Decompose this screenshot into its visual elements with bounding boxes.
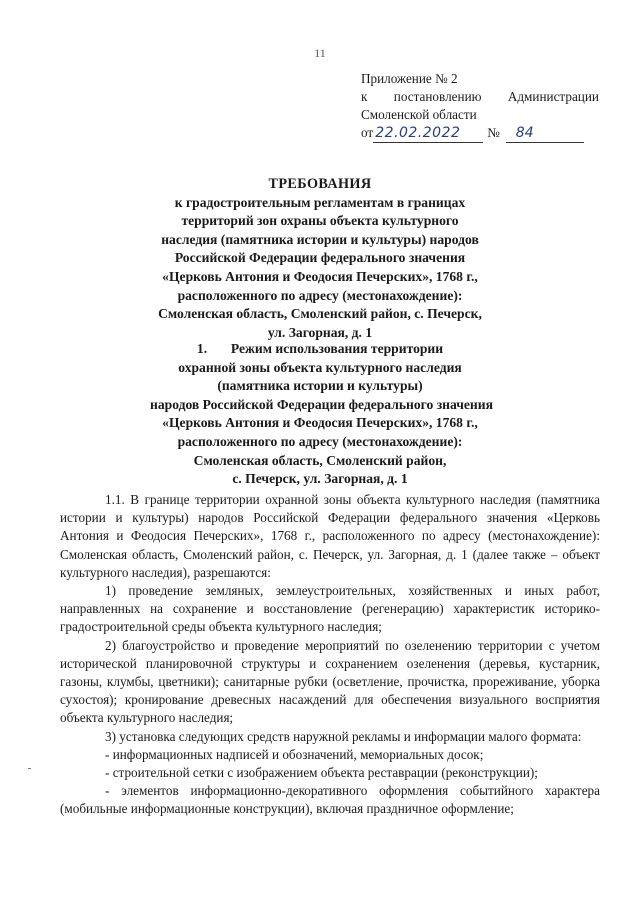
title-line: территорий зон охраны объекта культурного	[181, 213, 459, 229]
document-title	[120, 175, 520, 342]
title-line: ул. Загорная, д. 1	[267, 324, 373, 340]
title-line: «Церковь Антония и Феодосия Печерских», 1768 г.,	[162, 268, 478, 284]
title-line: к градостроительным регламентам в границах	[174, 194, 466, 210]
scan-speck	[28, 768, 31, 769]
annex-title: Приложение № 2	[361, 71, 458, 86]
annex-preposition: к	[361, 89, 368, 104]
body-text	[60, 491, 600, 819]
section-heading-line: народов Российской Федерации федерального значения	[150, 396, 493, 412]
title-line: Российской Федерации федерального значения	[174, 250, 466, 266]
annex-resolution-line	[361, 88, 599, 106]
title-line: наследия (памятника истории и культуры) народов	[161, 231, 479, 247]
section-heading	[150, 340, 493, 489]
handwritten-date: 22.02.2022	[373, 124, 483, 143]
list-item-decorative-elements: - элементов информационно-декоративного оформления событийного характера (мобильные информационные конструкции), включая праздничное оформление;	[60, 783, 600, 817]
paragraph-item-2: 2) благоустройство и проведение мероприятий по озеленению территории с учетом исторической планировочной структуры и сохранением озеленения (деревья, кустарник, газоны, клумбы, цветники); санитарные рубки (осветление, прочистка, прореживание, уборка сухостоя); кронирование древесных насаждений для обеспечения визуального восприятия объекта культурного наследия;	[60, 637, 600, 726]
annex-resolution-word: постановлению	[393, 89, 482, 104]
title-line: расположенного по адресу (местонахождение):	[177, 287, 463, 303]
annex-date-prefix: от	[361, 125, 374, 140]
annex-administration-word: Администрации	[507, 89, 599, 104]
title-heading: ТРЕБОВАНИЯ	[268, 176, 372, 192]
title-line: Смоленская область, Смоленский район, с. Печерск,	[158, 306, 482, 322]
handwritten-number: 84	[506, 124, 584, 143]
section-heading-line: с. Печерск, ул. Загорная, д. 1	[232, 471, 408, 487]
section-heading-line: (памятника истории и культуры)	[217, 378, 423, 394]
paragraph-item-1: 1) проведение земляных, землеустроительных, хозяйственных и иных работ, направленных на сохранение и восстановление (регенерацию) характеристик историко-градостроительной среды объекта культурного наследия;	[60, 583, 600, 635]
list-item-construction-mesh: - строительной сетки с изображением объекта реставрации (реконструкции);	[105, 765, 538, 781]
paragraph-item-3: 3) установка следующих средств наружной рекламы и информации малого формата:	[105, 728, 582, 744]
section-heading-line: 1. Режим использования территории	[196, 341, 444, 356]
annex-date-line	[361, 124, 599, 143]
paragraph-1-1: 1.1. В границе территории охранной зоны объекта культурного наследия (памятника истории и культуры) народов Российской Федерации федерального значения «Церковь Антония и Феодосия Печерских», 1768 г., расположенного по адресу (местонахождение): Смоленская область, Смоленский район, с. Печерск, ул. Загорная, д. 1 (далее также – объект культурного наследия), разрешаются:	[60, 492, 600, 580]
page-number: 11	[314, 46, 326, 60]
annex-header	[361, 70, 599, 143]
section-heading-line: охранной зоны объекта культурного наследия	[178, 359, 462, 375]
section-heading-line: Смоленская область, Смоленский район,	[193, 452, 447, 468]
section-heading-line: «Церковь Антония и Феодосия Печерских», 1768 г.,	[162, 415, 478, 431]
section-heading-line: расположенного по адресу (местонахождение):	[177, 433, 463, 449]
annex-region: Смоленской области	[361, 107, 477, 122]
list-item-inscriptions: - информационных надписей и обозначений, мемориальных досок;	[105, 746, 484, 762]
annex-number-sign: №	[487, 125, 500, 140]
